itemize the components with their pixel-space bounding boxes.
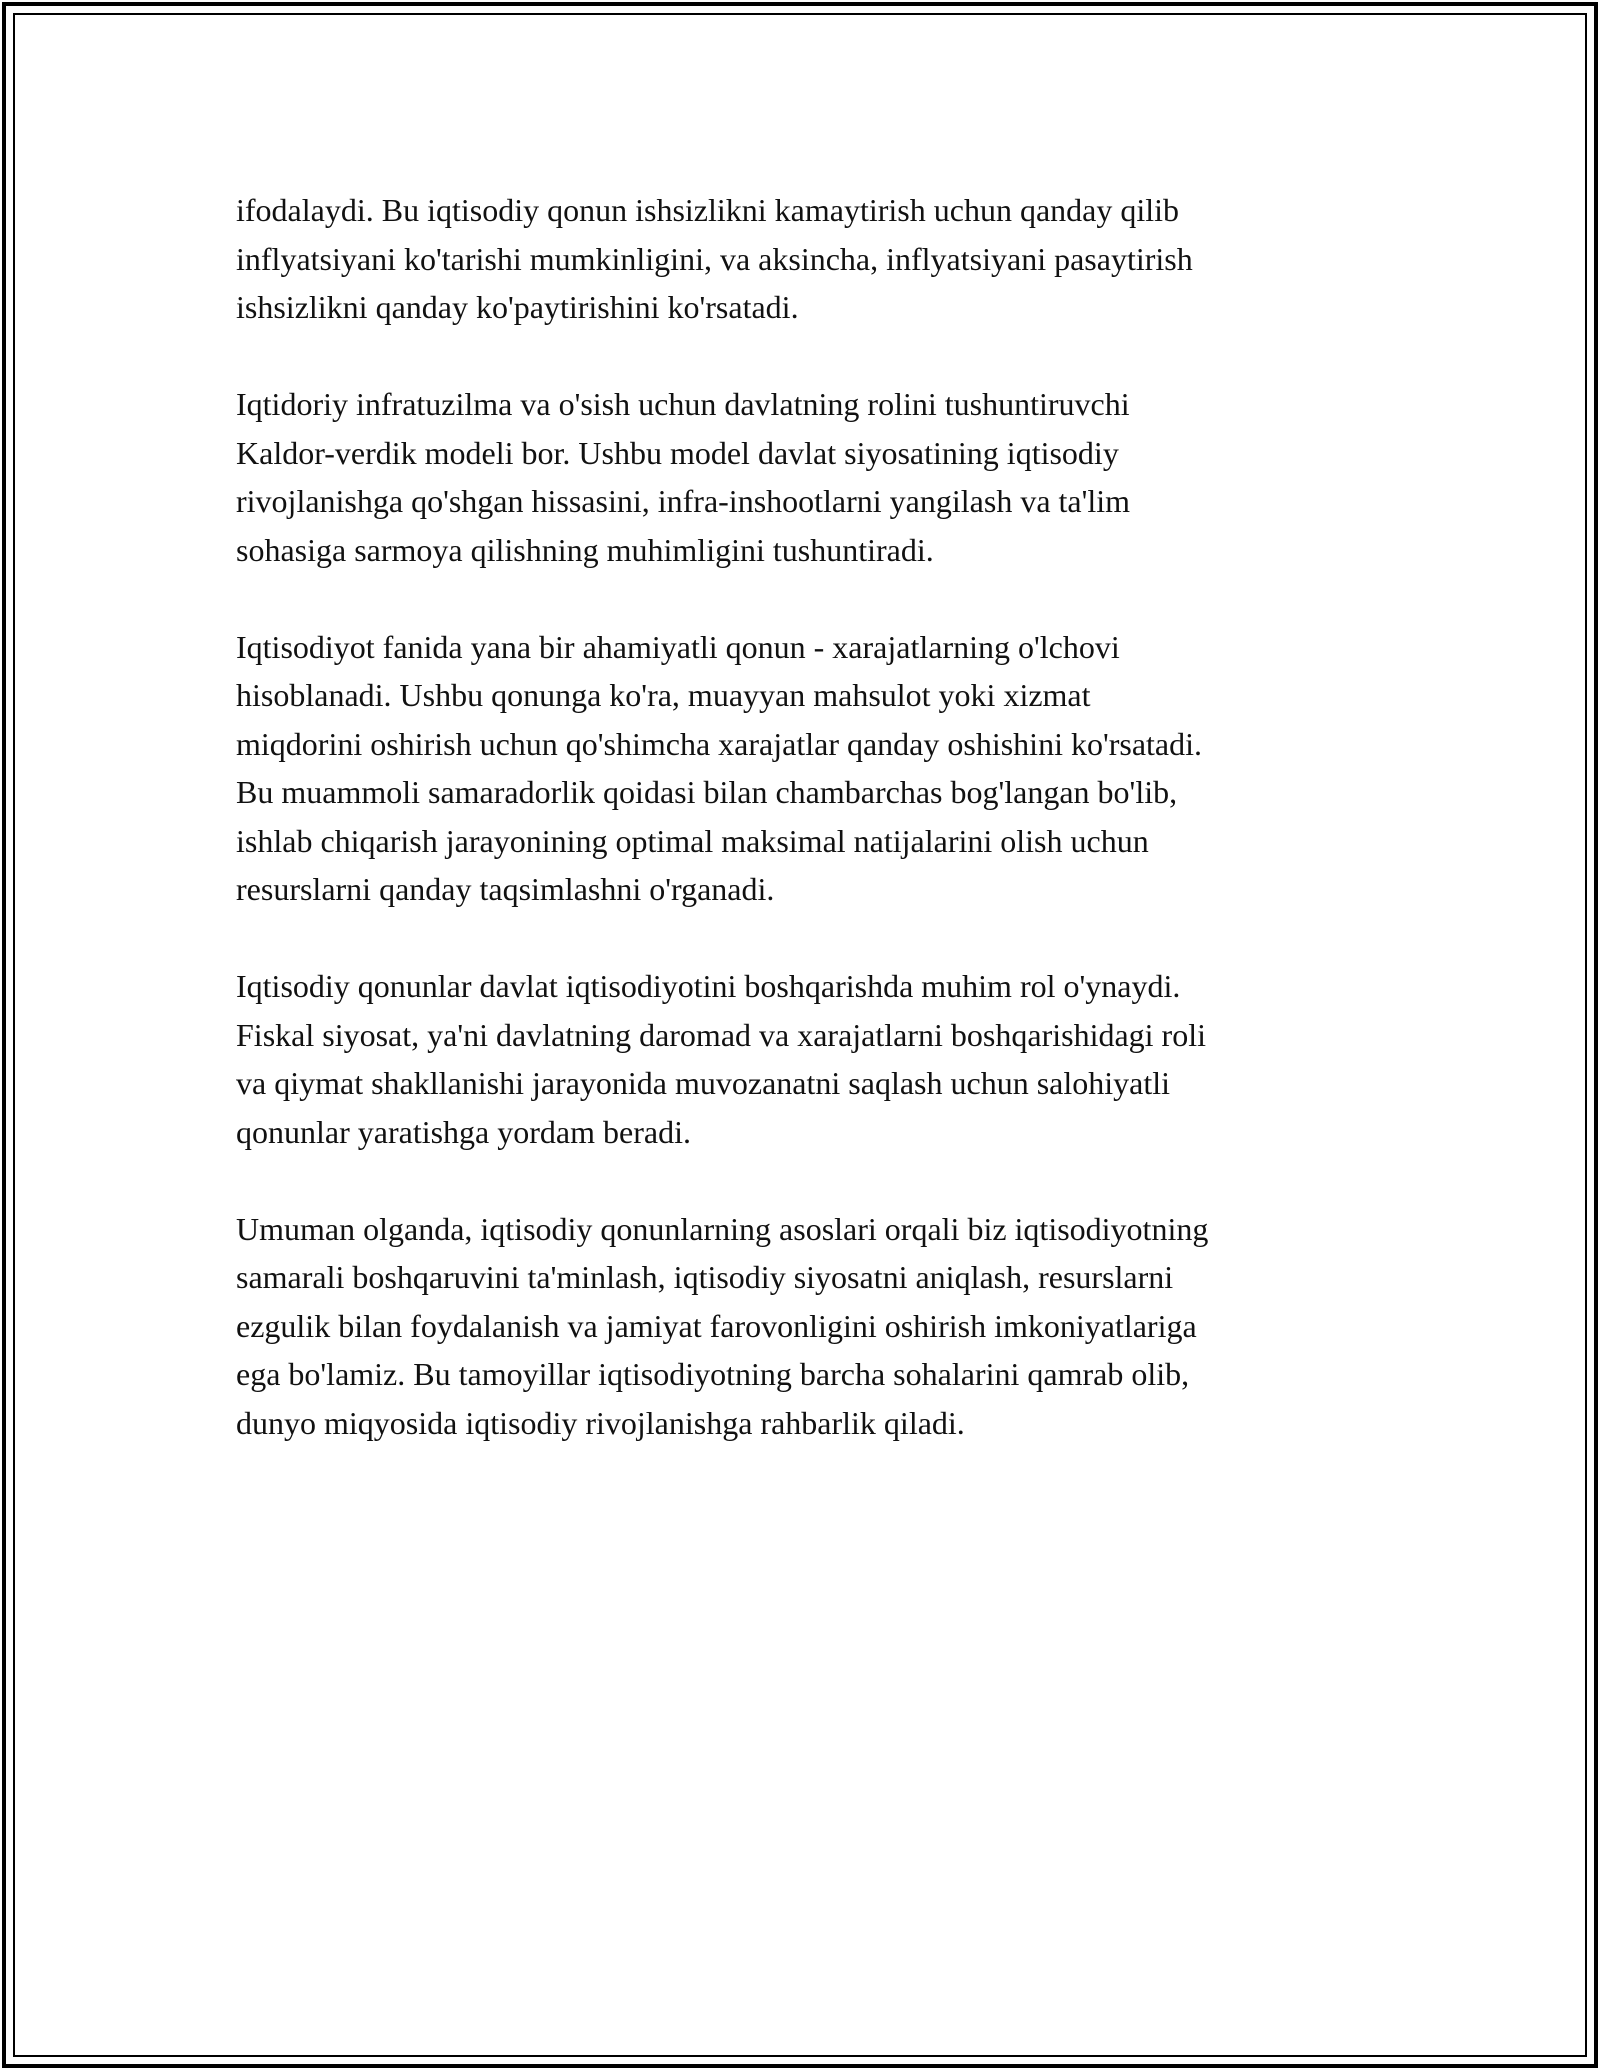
- paragraph-5: [236, 1205, 1366, 1448]
- text-line: Bu muammoli samaradorlik qoidasi bilan chambarchas bog'langan bo'lib,: [236, 774, 1178, 810]
- text-line: Iqtisodiyot fanida yana bir ahamiyatli qonun - xarajatlarning o'lchovi: [236, 628, 1120, 665]
- text-line: Iqtidoriy infratuzilma va o'sish uchun davlatning rolini tushuntiruvchi: [236, 386, 1130, 422]
- text-line: sohasiga sarmoya qilishning muhimligini tushuntiradi.: [236, 531, 934, 568]
- paragraph-4: [236, 962, 1366, 1156]
- paragraph-1: [236, 186, 1366, 332]
- text-line: inflyatsiyani ko'tarishi mumkinligini, va aksincha, inflyatsiyani pasaytirish: [236, 240, 1193, 277]
- text-line: qonunlar yaratishga yordam beradi.: [236, 1113, 691, 1150]
- paragraph-3: [236, 623, 1366, 914]
- text-line: resurslarni qanday taqsimlashni o'rganadi.: [236, 871, 775, 907]
- text-line: dunyo miqyosida iqtisodiy rivojlanishga rahbarlik qiladi.: [236, 1404, 965, 1441]
- text-line: samarali boshqaruvini ta'minlash, iqtisodiy siyosatni aniqlash, resurslarni: [236, 1259, 1174, 1295]
- text-line: Umuman olganda, iqtisodiy qonunlarning asoslari orqali biz iqtisodiyotning: [236, 1210, 1209, 1247]
- text-line: ishlab chiqarish jarayonining optimal maksimal natijalarini olish uchun: [236, 822, 1149, 859]
- text-line: ega bo'lamiz. Bu tamoyillar iqtisodiyotning barcha sohalarini qamrab olib,: [236, 1356, 1190, 1392]
- text-line: Kaldor-verdik modeli bor. Ushbu model davlat siyosatining iqtisodiy: [236, 434, 1119, 471]
- text-line: Fiskal siyosat, ya'ni davlatning daromad va xarajatlarni boshqarishidagi roli: [236, 1016, 1206, 1053]
- text-line: miqdorini oshirish uchun qo'shimcha xarajatlar qanday oshishini ko'rsatadi.: [236, 725, 1203, 762]
- paragraph-2: [236, 380, 1366, 574]
- document-body: [236, 186, 1366, 1496]
- text-line: Iqtisodiy qonunlar davlat iqtisodiyotini boshqarishda muhim rol o'ynaydi.: [236, 968, 1181, 1004]
- text-line: ishsizlikni qanday ko'paytirishini ko'rsatadi.: [236, 289, 799, 325]
- text-line: va qiymat shakllanishi jarayonida muvozanatni saqlash uchun salohiyatli: [236, 1065, 1170, 1101]
- text-line: rivojlanishga qo'shgan hissasini, infra-inshootlarni yangilash va ta'lim: [236, 483, 1131, 519]
- text-line: ezgulik bilan foydalanish va jamiyat farovonligini oshirish imkoniyatlariga: [236, 1307, 1197, 1344]
- text-line: hisoblanadi. Ushbu qonunga ko'ra, muayyan mahsulot yoki xizmat: [236, 677, 1091, 713]
- text-line: ifodalaydi. Bu iqtisodiy qonun ishsizlikni kamaytirish uchun qanday qilib: [236, 192, 1180, 228]
